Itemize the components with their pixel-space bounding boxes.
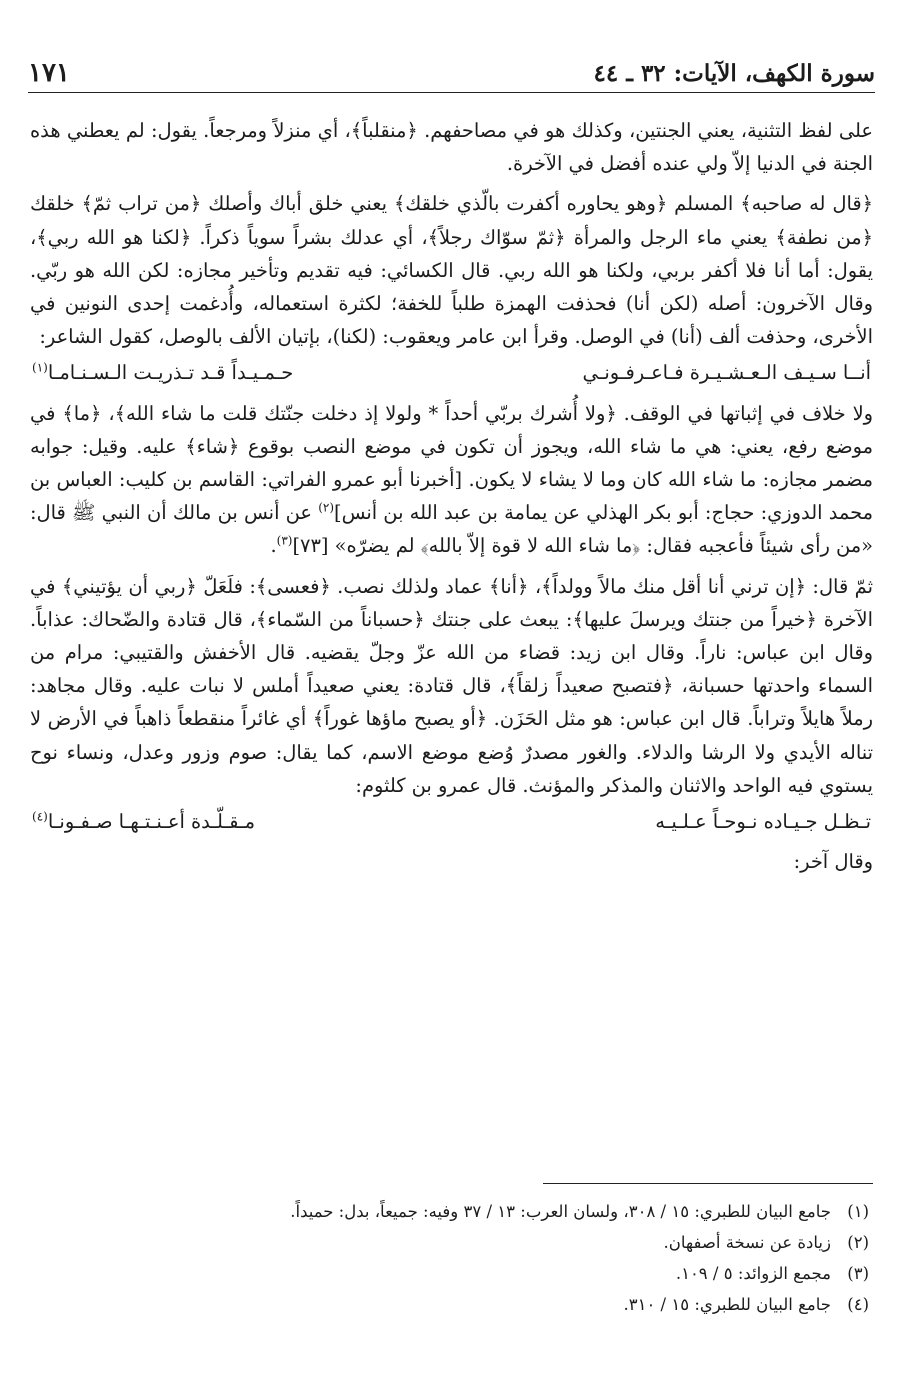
page-number: ١٧١ (28, 58, 70, 88)
page-header (28, 52, 875, 93)
verse-line-2 (30, 805, 873, 838)
paragraph-3-text: ولا خلاف في إثباتها في الوقف. ﴿ولا أُشرك بربّي أحداً * ولولا إذ دخلت جنّتك قلت ما شاء الله﴾، ﴿ما﴾ في موضع رفع، يعني: هي ما شاء الله، ويجوز أن تكون في موضع النصب بوقوع ﴿شاء﴾ عليه. وقيل: جوابه مضمر مجازه: ما شاء الله كان وما لا يشاء لا يكون. [أخبرنا أبو عمرو الفراتي: القاسم بن كليب: العباس بن محمد الدوزي: حجاج: أبو بكر الهذلي عن يمامة بن عبد الله بن أنس] (30, 401, 873, 525)
footnotes (30, 1196, 869, 1320)
footnote-text: مجمع الزوائد: ٥ / ١٠٩. (675, 1264, 831, 1283)
verse-2-first-hemistich: تـظـل جـيـاده نـوحـاً عـلـيـه (655, 810, 871, 834)
footnote-text: جامع البيان للطبري: ١٥ / ٣٠٨، ولسان العرب: ١٣ / ٣٧ وفيه: جميعاً، بدل: حميداً. (290, 1202, 831, 1221)
verse-1-second-hemistich (32, 356, 293, 389)
paragraph-2: ﴿قال له صاحبه﴾ المسلم ﴿وهو يحاوره أكفرت بالّذي خلقك﴾ يعني خلق أباك وأصلك ﴿من تراب ثمّ﴾ خلقك ﴿من نطفة﴾ يعني ماء الرجل والمرأة ﴿ثمّ سوّاك رجلاً﴾، أي عدلك بشراً سوياً ذكراً. ﴿لكنا هو الله ربي﴾، يقول: أما أنا فلا أكفر بربي، ولكنا هو الله ربي. قال الكسائي: فيه تقديم وتأخير مجازه: لكن الله هو ربّي. وقال الآخرون: أصله (لكن أنا) فحذفت الهمزة طلباً للخفة؛ لكثرة استعماله، وأُدغمت إحدى النونين في الأخرى، وحذفت ألف (أنا) في الوصل. وقرأ ابن عامر ويعقوب: (لكنا)، بإتيان الألف بالوصل، كقول الشاعر: (30, 192, 873, 349)
closing-line: وقال آخر: (793, 850, 873, 874)
footnote-divider (543, 1183, 873, 1184)
footnote-ref-2: (٢) (318, 500, 335, 515)
footnote (30, 1258, 869, 1289)
footnote (30, 1196, 869, 1227)
verse-1-first-hemistich: أنــا سـيـف الـعـشـيـرة فـاعـرفـونـي (582, 361, 871, 385)
footnote-number: (١) (847, 1202, 869, 1221)
footnote-number: (٤) (847, 1295, 869, 1314)
paragraph-1: على لفظ التثنية، يعني الجنتين، وكذلك هو في مصاحفهم. ﴿منقلباً﴾، أي منزلاً ومرجعاً. يقول: لم يعطني هذه الجنة في الدنيا إلاّ ولي عنده أفضل في الآخرة. (30, 119, 873, 176)
verse-1-second-hemistich-text: حـمـيـداً قـد تـذريـت الـسـنـامـا (47, 361, 294, 385)
footnote-text: جامع البيان للطبري: ١٥ / ٣١٠. (623, 1295, 831, 1314)
footnote (30, 1289, 869, 1320)
footnote-ref-1: (١) (32, 360, 48, 375)
paragraph-3-text-b: عن أنس بن مالك أن النبي ﷺ قال: «من رأى شيئاً فأعجبه فقال: ﴿ما شاء الله لا قوة إلاّ بالله﴾ لم يضرّه» [٧٣] (30, 501, 873, 558)
footnote-number: (٣) (847, 1264, 869, 1283)
verse-2-second-hemistich (32, 805, 255, 838)
paragraph-3 (30, 397, 873, 563)
footnote (30, 1227, 869, 1258)
footnote-text: زيادة عن نسخة أصفهان. (663, 1233, 831, 1252)
footnote-ref-4: (٤) (32, 809, 48, 824)
paragraph-3-text-c: . (270, 534, 277, 558)
paragraph-4: ثمّ قال: ﴿إن ترني أنا أقل منك مالاً وولداً﴾، ﴿أنا﴾ عماد ولذلك نصب. ﴿فعسى﴾: فلَعَلّ ﴿ربي أن يؤتيني﴾ في الآخرة ﴿خيراً من جنتك ويرسلَ عليها﴾: يبعث على جنتك ﴿حسباناً من السّماء﴾، قال قتادة والضّحاك: عذاباً. وقال ابن عباس: ناراً. وقال ابن زيد: قضاء من الله عزّ وجلّ يقضيه. قال الأخفش والقتيبي: مرام من السماء واحدتها حسبانة، ﴿فتصبح صعيداً زلقاً﴾، قال قتادة: يعني صعيداً أملس لا نبات عليه. وقال مجاهد: رملاً هايلاً وتراباً. قال ابن عباس: هو مثل الحَزَن. ﴿أو يصبح ماؤها غوراً﴾ أي غائراً منقطعاً ذاهباً في الأرض لا تناله الأيدي ولا الرشا والدلاء. والغور مصدرٌ وُضع موضع الاسم، كما يقال: صوم وزور وعدل، ونساء نوح يستوي فيه الواحد والاثنان والمذكر والمؤنث. قال عمرو بن كلثوم: (30, 574, 873, 797)
footnote-number: (٢) (847, 1233, 869, 1252)
running-title: سورة الكهف، الآيات: ٣٢ ـ ٤٤ (593, 60, 875, 87)
verse-line-1 (30, 356, 873, 389)
verse-2-second-hemistich-text: مـقـلّـدة أعـنـتـهـا صـفـونـا (47, 810, 256, 834)
body-text (30, 114, 873, 885)
footnote-ref-3: (٣) (276, 533, 293, 548)
